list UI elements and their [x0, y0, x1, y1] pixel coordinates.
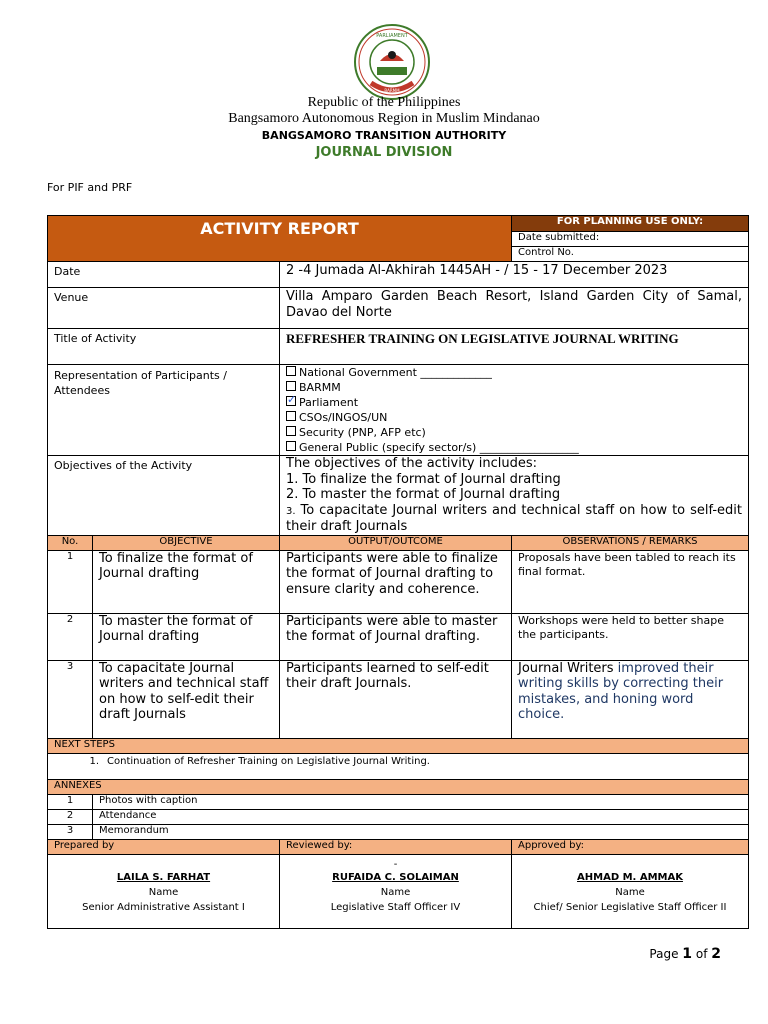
approved-signature [512, 854, 749, 928]
representation-option-label: General Public (specify sector/s) __________________ [299, 441, 579, 454]
reviewed-by-label: Reviewed by: [280, 839, 512, 854]
row-1-remarks: Proposals have been tabled to reach its final format. [512, 550, 749, 613]
row-1-output: Participants were able to finalize the format of Journal drafting to ensure clarity and coherence. [280, 550, 512, 613]
prepared-name-caption: Name [148, 886, 179, 898]
objective-3: 3. To capacitate Journal writers and technical staff on how to self-edit their draft Journals [286, 502, 742, 534]
objective-1: 1. To finalize the format of Journal drafting [286, 471, 561, 487]
representation-option-label: Security (PNP, AFP etc) [299, 426, 426, 439]
row-3-no: 3 [48, 660, 93, 738]
representation-option [286, 395, 742, 410]
row-2-objective: To master the format of Journal drafting [93, 613, 280, 660]
bangsamoro-parliament-seal [353, 23, 431, 101]
header-region: Bangsamoro Autonomous Region in Muslim Mindanao [228, 111, 540, 126]
col-header-objective: OBJECTIVE [93, 535, 280, 550]
representation-label: Representation of Participants / Attendees [48, 365, 280, 456]
venue-label: Venue [48, 288, 280, 329]
approved-name: AHMAD M. AMMAK [577, 871, 683, 883]
svg-text:BARMM: BARMM [384, 88, 400, 93]
prepared-signature [48, 854, 280, 928]
title-of-activity-label: Title of Activity [48, 329, 280, 365]
col-header-remarks: OBSERVATIONS / REMARKS [512, 535, 749, 550]
representation-option-label: BARMM [299, 381, 341, 394]
representation-option-label: CSOs/INGOS/UN [299, 411, 388, 424]
venue-value: Villa Amparo Garden Beach Resort, Island Garden City of Samal, Davao del Norte [280, 288, 749, 329]
annex-3-text: Memorandum [93, 824, 749, 839]
reviewed-name: RUFAIDA C. SOLAIMAN [332, 871, 459, 883]
row-2-output: Participants were able to master the format of Journal drafting. [280, 613, 512, 660]
approved-role: Chief/ Senior Legislative Staff Officer II [533, 901, 727, 913]
annex-2-text: Attendance [93, 809, 749, 824]
representation-option [286, 410, 742, 425]
activity-report-table [47, 215, 749, 929]
prepared-role: Senior Administrative Assistant I [82, 901, 245, 913]
page-number: Page 1 of 2 [649, 946, 721, 962]
representation-option-label: Parliament [299, 396, 359, 409]
header-republic: Republic of the Philippines [307, 95, 461, 110]
date-value: 2 -4 Jumada Al-Akhirah 1445AH - / 15 - 17 December 2023 [280, 262, 749, 288]
checkbox-icon[interactable] [286, 381, 296, 391]
next-steps-header: NEXT STEPS [48, 738, 749, 753]
col-header-no: No. [48, 535, 93, 550]
row-2-remarks: Workshops were held to better shape the participants. [512, 613, 749, 660]
representation-option [286, 425, 742, 440]
objectives-intro: The objectives of the activity includes: [286, 456, 538, 471]
header-authority: BANGSAMORO TRANSITION AUTHORITY [261, 129, 507, 142]
checkbox-icon[interactable] [286, 411, 296, 421]
for-pif-prf-label: For PIF and PRF [47, 181, 133, 194]
prepared-by-label: Prepared by [48, 839, 280, 854]
row-2-no: 2 [48, 613, 93, 660]
date-label: Date [48, 262, 280, 288]
row-1-objective: To finalize the format of Journal drafting [93, 550, 280, 613]
representation-option-label: National Government _____________ [299, 366, 492, 379]
next-steps-item-1: 1. Continuation of Refresher Training on Legislative Journal Writing. [48, 753, 749, 779]
objectives-value [280, 456, 749, 536]
annex-1-num: 1 [48, 794, 93, 809]
planning-use-header: FOR PLANNING USE ONLY: [512, 216, 749, 232]
row-3-output: Participants learned to self-edit their draft Journals. [280, 660, 512, 738]
objective-2: 2. To master the format of Journal drafting [286, 487, 561, 502]
row-1-no: 1 [48, 550, 93, 613]
reviewed-mark: - [393, 858, 398, 870]
checkbox-icon[interactable] [286, 426, 296, 436]
checkbox-icon[interactable] [286, 441, 296, 451]
approved-name-caption: Name [615, 886, 645, 898]
annex-1-text: Photos with caption [93, 794, 749, 809]
prepared-name: LAILA S. FARHAT [116, 871, 211, 883]
annexes-header: ANNEXES [48, 779, 749, 794]
col-header-output: OUTPUT/OUTCOME [280, 535, 512, 550]
reviewed-signature [280, 854, 512, 928]
annex-3-num: 3 [48, 824, 93, 839]
representation-options [280, 365, 749, 456]
activity-report-title: ACTIVITY REPORT [48, 216, 512, 262]
checked-checkbox-icon[interactable] [286, 396, 296, 406]
reviewed-role: Legislative Staff Officer IV [330, 901, 461, 913]
representation-option [286, 440, 742, 455]
annex-2-num: 2 [48, 809, 93, 824]
approved-by-label: Approved by: [512, 839, 749, 854]
representation-option [286, 365, 742, 380]
date-submitted-label: Date submitted: [512, 232, 749, 247]
row-3-objective: To capacitate Journal writers and technical staff on how to self-edit their draft Journals [93, 660, 280, 738]
title-of-activity-value: REFRESHER TRAINING ON LEGISLATIVE JOURNAL WRITING [280, 329, 749, 365]
header-division: JOURNAL DIVISION [315, 145, 453, 160]
svg-text:PARLIAMENT: PARLIAMENT [376, 33, 408, 39]
checkbox-icon[interactable] [286, 366, 296, 376]
objectives-label: Objectives of the Activity [48, 456, 280, 536]
representation-option [286, 380, 742, 395]
reviewed-name-caption: Name [380, 886, 411, 898]
row-3-remarks: Journal Writers improved their writing skills by correcting their mistakes, and honing word choice. [512, 660, 749, 738]
control-no-label: Control No. [512, 247, 749, 262]
